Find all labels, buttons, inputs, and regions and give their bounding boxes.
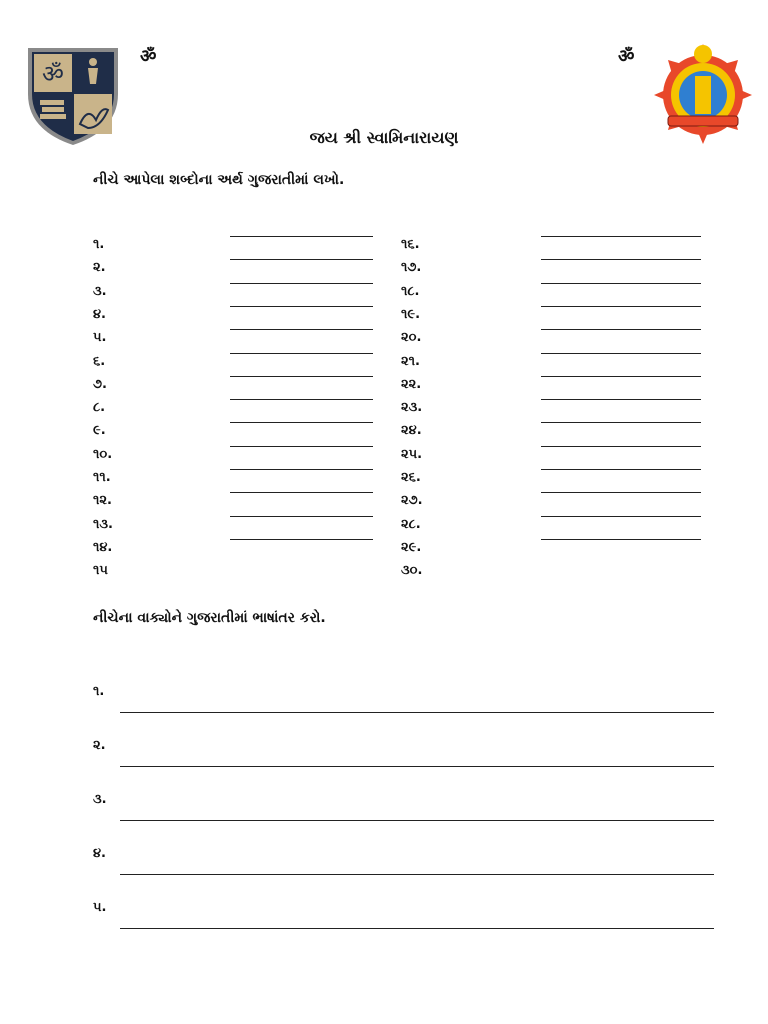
right-item-number: ૨૨.	[401, 376, 422, 392]
left-answer-line[interactable]	[230, 469, 373, 470]
left-answer-line[interactable]	[230, 399, 373, 400]
right-item-number: ૨૪.	[401, 423, 422, 439]
left-answer-line[interactable]	[230, 329, 373, 330]
right-item-number: ૨૦.	[401, 330, 422, 346]
left-answer-line[interactable]	[230, 376, 373, 377]
left-item-number: ૧૧.	[93, 470, 111, 485]
left-item-number: ૯.	[93, 423, 106, 439]
left-item-number: ૫.	[93, 330, 107, 346]
page-title: જય શ્રી સ્વામિનારાયણ	[309, 128, 459, 147]
right-answer-line[interactable]	[541, 353, 701, 354]
sentence-answer-line[interactable]	[120, 712, 714, 713]
right-item-number: ૨૯.	[401, 539, 422, 555]
right-item-number: ૨૧.	[401, 353, 420, 369]
left-answer-line[interactable]	[230, 306, 373, 307]
sentence-number: ૨.	[93, 738, 106, 753]
right-answer-line[interactable]	[541, 236, 701, 237]
right-item-number: ૨૭.	[401, 493, 423, 509]
left-item-number: ૬.	[93, 353, 106, 369]
right-answer-line[interactable]	[541, 492, 701, 493]
sentence-answer-line[interactable]	[120, 928, 714, 929]
left-item-number: ૧.	[93, 237, 105, 252]
left-answer-line[interactable]	[230, 446, 373, 447]
right-item-number: ૨૩.	[401, 400, 423, 416]
right-item-number: ૧૮.	[401, 283, 420, 299]
left-item-number: ૧૫	[93, 563, 108, 579]
left-item-number: ૮.	[93, 400, 106, 416]
left-item-number: ૧૪.	[93, 539, 113, 555]
right-answer-line[interactable]	[541, 329, 701, 330]
right-answer-line[interactable]	[541, 516, 701, 517]
sentence-number: ૧.	[93, 684, 105, 699]
left-item-number: ૪.	[93, 306, 106, 322]
right-item-number: ૨૬.	[401, 470, 421, 485]
sentence-answer-line[interactable]	[120, 820, 714, 821]
left-answer-line[interactable]	[230, 259, 373, 260]
right-item-number: ૧૬.	[401, 237, 420, 252]
right-answer-line[interactable]	[541, 283, 701, 284]
svg-text:ॐ: ॐ	[42, 60, 64, 88]
left-item-number: ૭.	[93, 376, 107, 392]
right-item-number: ૧૯.	[401, 306, 421, 322]
right-item-number: ૨૮.	[401, 516, 421, 532]
left-answer-line[interactable]	[230, 492, 373, 493]
right-item-number: ૩૦.	[401, 563, 423, 579]
left-item-number: ૧૩.	[93, 516, 113, 532]
left-item-number: ૩.	[93, 283, 107, 299]
left-item-number: ૨.	[93, 260, 106, 276]
sentence-number: ૪.	[93, 846, 106, 861]
right-answer-line[interactable]	[541, 446, 701, 447]
left-answer-line[interactable]	[230, 353, 373, 354]
left-item-number: ૧૦.	[93, 446, 113, 462]
left-answer-line[interactable]	[230, 516, 373, 517]
om-symbol-right: ॐ	[618, 46, 635, 67]
left-answer-line[interactable]	[230, 539, 373, 540]
sentence-answer-line[interactable]	[120, 874, 714, 875]
right-answer-line[interactable]	[541, 422, 701, 423]
om-symbol-left: ॐ	[140, 46, 157, 67]
right-answer-line[interactable]	[541, 306, 701, 307]
right-answer-line[interactable]	[541, 376, 701, 377]
left-answer-line[interactable]	[230, 422, 373, 423]
section2-heading: નીચેના વાક્યોને ગુજરાતીમાં ભાષાંતર કરો.	[93, 610, 326, 626]
left-answer-line[interactable]	[230, 283, 373, 284]
sentence-answer-line[interactable]	[120, 766, 714, 767]
section1-heading: નીચે આપેલા શબ્દોના અર્થ ગુજરાતીમાં લખો.	[93, 172, 345, 188]
left-answer-line[interactable]	[230, 236, 373, 237]
right-item-number: ૨૫.	[401, 446, 423, 462]
right-answer-line[interactable]	[541, 399, 701, 400]
left-item-number: ૧૨.	[93, 493, 112, 509]
right-answer-line[interactable]	[541, 539, 701, 540]
right-answer-line[interactable]	[541, 259, 701, 260]
right-answer-line[interactable]	[541, 469, 701, 470]
sentence-number: ૫.	[93, 900, 107, 915]
right-item-number: ૧૭.	[401, 260, 422, 276]
sentence-number: ૩.	[93, 792, 107, 807]
